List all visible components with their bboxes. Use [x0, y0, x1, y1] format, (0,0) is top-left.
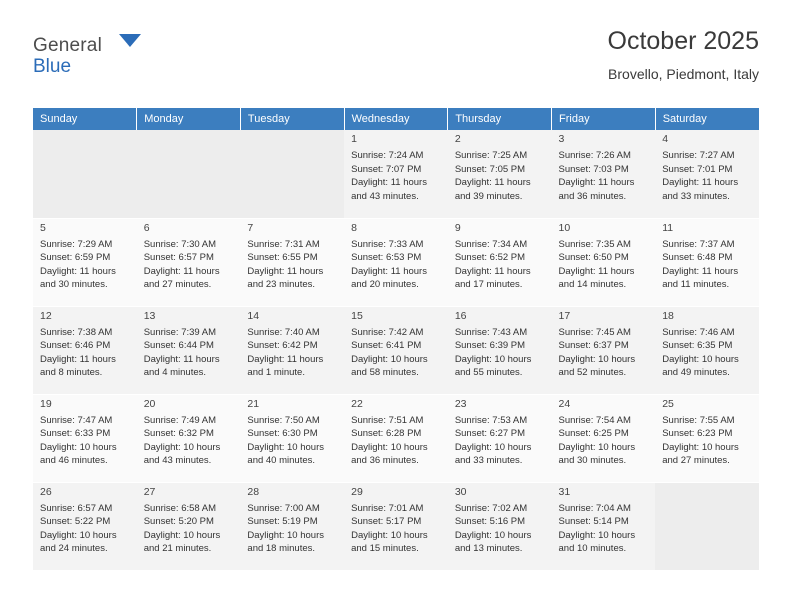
weekday-header-monday: Monday	[137, 108, 241, 130]
day-daylight: Daylight: 11 hours and 20 minutes.	[351, 265, 427, 290]
calendar-day-cell[interactable]	[137, 394, 241, 482]
day-daylight: Daylight: 11 hours and 23 minutes.	[247, 265, 324, 290]
day-sunrise: Sunrise: 7:39 AM	[143, 326, 217, 338]
calendar-day-cell[interactable]	[655, 130, 759, 218]
day-number: 18	[662, 309, 674, 322]
day-daylight: Daylight: 10 hours and 58 minutes.	[351, 353, 428, 378]
day-sunset: Sunset: 6:48 PM	[662, 252, 733, 263]
calendar-day-cell[interactable]	[344, 394, 448, 482]
day-number: 10	[558, 221, 571, 234]
title-block	[608, 26, 760, 82]
day-info	[662, 149, 753, 203]
calendar-cell-empty	[240, 130, 344, 218]
day-sunrise: Sunrise: 7:37 AM	[662, 238, 735, 250]
calendar-day-cell[interactable]	[33, 218, 137, 306]
day-sunset: Sunset: 6:27 PM	[454, 428, 526, 439]
day-sunrise: Sunrise: 7:43 AM	[454, 326, 528, 338]
day-sunrise: Sunrise: 7:38 AM	[40, 326, 113, 338]
day-sunrise: Sunrise: 7:30 AM	[143, 238, 217, 250]
day-info	[455, 149, 546, 203]
calendar-day-cell[interactable]	[137, 482, 241, 570]
day-info	[351, 502, 442, 556]
calendar-week-row	[33, 394, 759, 482]
day-info	[662, 414, 753, 468]
calendar-day-cell[interactable]	[552, 482, 656, 570]
calendar-day-cell[interactable]	[552, 130, 656, 218]
day-sunset: Sunset: 7:07 PM	[351, 163, 422, 175]
day-info	[40, 414, 131, 468]
day-number: 21	[247, 397, 260, 410]
day-sunset: Sunset: 5:20 PM	[143, 516, 214, 527]
day-sunrise: Sunrise: 7:45 AM	[558, 326, 631, 338]
weekday-header-tuesday: Tuesday	[240, 108, 344, 130]
day-daylight: Daylight: 10 hours and 21 minutes.	[143, 529, 221, 554]
calendar-cell-empty	[137, 130, 241, 218]
calendar-day-cell[interactable]	[344, 482, 448, 570]
day-number: 30	[454, 485, 467, 498]
day-sunset: Sunset: 6:35 PM	[662, 340, 733, 351]
day-daylight: Daylight: 11 hours and 36 minutes.	[558, 177, 635, 202]
day-sunrise: Sunrise: 7:00 AM	[247, 502, 320, 514]
day-number: 23	[454, 397, 467, 410]
day-number: 11	[662, 221, 674, 234]
day-info	[40, 502, 131, 556]
day-sunset: Sunset: 6:30 PM	[247, 428, 318, 439]
day-info	[247, 326, 338, 380]
day-number: 16	[454, 309, 467, 322]
calendar-week-row	[33, 482, 759, 570]
day-sunset: Sunset: 6:55 PM	[247, 252, 318, 263]
day-number: 22	[351, 397, 363, 410]
day-sunrise: Sunrise: 7:55 AM	[662, 414, 735, 426]
day-daylight: Daylight: 10 hours and 49 minutes.	[662, 353, 739, 378]
day-daylight: Daylight: 11 hours and 4 minutes.	[143, 353, 220, 378]
calendar-day-cell[interactable]	[33, 394, 137, 482]
calendar-day-cell[interactable]	[240, 218, 344, 306]
day-daylight: Daylight: 11 hours and 1 minute.	[247, 353, 324, 378]
day-sunrise: Sunrise: 7:01 AM	[351, 502, 424, 514]
day-sunset: Sunset: 7:01 PM	[662, 163, 733, 175]
calendar-day-cell[interactable]	[240, 482, 344, 570]
day-info	[144, 238, 235, 292]
day-number: 5	[40, 221, 46, 234]
day-number: 28	[247, 485, 260, 498]
day-sunset: Sunset: 6:53 PM	[351, 252, 422, 263]
day-daylight: Daylight: 11 hours and 43 minutes.	[351, 177, 427, 202]
day-daylight: Daylight: 10 hours and 52 minutes.	[558, 353, 636, 378]
day-sunset: Sunset: 5:19 PM	[247, 516, 318, 527]
day-info	[144, 502, 235, 556]
day-sunset: Sunset: 6:32 PM	[143, 428, 214, 439]
day-info	[559, 326, 650, 380]
weekday-header-wednesday: Wednesday	[344, 108, 448, 130]
day-sunrise: Sunrise: 7:29 AM	[40, 238, 113, 250]
day-number: 15	[351, 309, 363, 322]
day-info	[247, 502, 338, 556]
calendar-day-cell[interactable]	[448, 394, 552, 482]
day-sunset: Sunset: 5:14 PM	[558, 516, 629, 527]
day-sunset: Sunset: 6:50 PM	[558, 252, 629, 263]
day-daylight: Daylight: 11 hours and 11 minutes.	[662, 265, 739, 290]
day-info	[662, 238, 753, 292]
calendar-day-cell[interactable]	[448, 482, 552, 570]
day-sunrise: Sunrise: 7:49 AM	[143, 414, 217, 426]
day-daylight: Daylight: 10 hours and 18 minutes.	[247, 529, 324, 554]
day-sunrise: Sunrise: 7:34 AM	[454, 238, 528, 250]
day-info	[455, 238, 546, 292]
day-info	[559, 149, 650, 203]
day-info	[40, 326, 131, 380]
day-number: 17	[558, 309, 571, 322]
calendar-day-cell[interactable]	[655, 306, 759, 394]
day-sunrise: Sunrise: 7:33 AM	[351, 238, 424, 250]
day-sunset: Sunset: 6:57 PM	[143, 252, 214, 263]
calendar-day-cell[interactable]	[552, 306, 656, 394]
calendar-day-cell[interactable]	[448, 130, 552, 218]
logo-text-general: General	[33, 35, 102, 56]
day-number: 1	[351, 133, 357, 145]
day-daylight: Daylight: 10 hours and 40 minutes.	[247, 441, 324, 466]
day-number: 20	[143, 397, 156, 410]
page-title: October 2025	[607, 27, 759, 55]
day-info	[455, 502, 546, 556]
day-sunset: Sunset: 6:39 PM	[454, 340, 526, 351]
day-sunset: Sunset: 7:03 PM	[558, 163, 629, 175]
day-info	[662, 326, 753, 380]
day-sunrise: Sunrise: 7:46 AM	[662, 326, 735, 338]
day-number: 25	[662, 397, 674, 410]
day-sunrise: Sunrise: 7:04 AM	[558, 502, 631, 514]
day-daylight: Daylight: 11 hours and 39 minutes.	[454, 177, 531, 202]
day-sunrise: Sunrise: 7:53 AM	[454, 414, 528, 426]
day-info	[351, 149, 442, 203]
calendar-table	[33, 108, 759, 571]
day-sunset: Sunset: 6:44 PM	[143, 340, 214, 351]
day-info	[351, 238, 442, 292]
day-info	[40, 238, 131, 292]
day-sunrise: Sunrise: 7:26 AM	[558, 150, 631, 161]
day-sunset: Sunset: 6:25 PM	[558, 428, 629, 439]
calendar-day-cell[interactable]	[137, 306, 241, 394]
calendar-day-cell[interactable]	[552, 394, 656, 482]
calendar-week-row	[33, 218, 759, 306]
calendar-day-cell[interactable]	[448, 306, 552, 394]
weekday-header-row	[33, 108, 759, 130]
calendar-day-cell[interactable]	[240, 394, 344, 482]
day-daylight: Daylight: 10 hours and 24 minutes.	[40, 529, 117, 554]
day-sunset: Sunset: 6:59 PM	[40, 252, 111, 263]
page-header	[33, 26, 759, 96]
day-sunrise: Sunrise: 7:35 AM	[558, 238, 631, 250]
day-sunrise: Sunrise: 7:54 AM	[558, 414, 631, 426]
day-sunset: Sunset: 6:23 PM	[662, 428, 733, 439]
day-number: 6	[143, 221, 150, 234]
day-sunset: Sunset: 5:22 PM	[40, 516, 111, 527]
day-sunset: Sunset: 6:42 PM	[247, 340, 318, 351]
day-number: 3	[558, 133, 565, 145]
day-daylight: Daylight: 10 hours and 15 minutes.	[351, 529, 428, 554]
location-subtitle: Brovello, Piedmont, Italy	[608, 66, 759, 82]
day-daylight: Daylight: 11 hours and 17 minutes.	[454, 265, 531, 290]
day-info	[559, 502, 650, 556]
day-daylight: Daylight: 11 hours and 33 minutes.	[662, 177, 739, 202]
calendar-week-row	[33, 306, 759, 394]
day-sunrise: Sunrise: 7:47 AM	[40, 414, 113, 426]
weekday-header-friday: Friday	[552, 108, 656, 130]
day-sunset: Sunset: 6:46 PM	[40, 340, 111, 351]
day-number: 27	[143, 485, 156, 498]
day-sunset: Sunset: 6:41 PM	[351, 340, 422, 351]
day-info	[144, 414, 235, 468]
day-daylight: Daylight: 10 hours and 10 minutes.	[558, 529, 636, 554]
day-daylight: Daylight: 10 hours and 27 minutes.	[662, 441, 739, 466]
calendar-day-cell[interactable]	[33, 482, 137, 570]
day-number: 19	[40, 397, 52, 410]
day-sunset: Sunset: 6:52 PM	[454, 252, 526, 263]
day-sunrise: Sunrise: 7:02 AM	[454, 502, 528, 514]
day-daylight: Daylight: 10 hours and 43 minutes.	[143, 441, 221, 466]
day-info	[455, 326, 546, 380]
calendar-cell-empty	[655, 482, 759, 570]
logo-text-blue: Blue	[33, 56, 72, 77]
day-number: 2	[454, 133, 461, 145]
day-sunrise: Sunrise: 6:58 AM	[143, 502, 217, 514]
day-number: 13	[143, 309, 156, 322]
day-daylight: Daylight: 11 hours and 27 minutes.	[143, 265, 220, 290]
day-sunset: Sunset: 5:17 PM	[351, 516, 422, 527]
day-daylight: Daylight: 11 hours and 14 minutes.	[558, 265, 635, 290]
calendar-day-cell[interactable]	[655, 218, 759, 306]
day-sunrise: Sunrise: 7:40 AM	[247, 326, 320, 338]
day-daylight: Daylight: 10 hours and 33 minutes.	[454, 441, 532, 466]
day-daylight: Daylight: 11 hours and 8 minutes.	[40, 353, 116, 378]
day-sunset: Sunset: 5:16 PM	[454, 516, 526, 527]
calendar-day-cell[interactable]	[344, 306, 448, 394]
day-number: 4	[662, 133, 669, 145]
day-sunrise: Sunrise: 7:27 AM	[662, 150, 735, 161]
day-sunset: Sunset: 6:28 PM	[351, 428, 422, 439]
day-sunset: Sunset: 6:33 PM	[40, 428, 111, 439]
day-daylight: Daylight: 10 hours and 55 minutes.	[454, 353, 532, 378]
day-info	[351, 326, 442, 380]
day-sunrise: Sunrise: 7:50 AM	[247, 414, 320, 426]
logo	[33, 26, 153, 77]
calendar-day-cell[interactable]	[33, 306, 137, 394]
day-sunrise: Sunrise: 7:51 AM	[351, 414, 424, 426]
day-info	[144, 326, 235, 380]
day-info	[247, 414, 338, 468]
day-number: 26	[40, 485, 52, 498]
calendar-day-cell[interactable]	[137, 218, 241, 306]
calendar-day-cell[interactable]	[655, 394, 759, 482]
day-sunset: Sunset: 7:05 PM	[454, 163, 526, 175]
day-sunrise: Sunrise: 7:42 AM	[351, 326, 424, 338]
calendar-week-row	[33, 130, 759, 218]
day-sunrise: Sunrise: 7:24 AM	[351, 150, 424, 161]
calendar-cell-empty	[33, 130, 137, 218]
day-daylight: Daylight: 10 hours and 36 minutes.	[351, 441, 428, 466]
day-info	[247, 238, 338, 292]
day-number: 24	[558, 397, 571, 410]
day-info	[351, 414, 442, 468]
calendar-day-cell[interactable]	[344, 130, 448, 218]
day-number: 14	[247, 309, 260, 322]
weekday-header-saturday: Saturday	[655, 108, 759, 130]
day-number: 29	[351, 485, 363, 498]
day-number: 31	[558, 485, 571, 498]
day-number: 7	[247, 221, 254, 234]
weekday-header-sunday: Sunday	[33, 108, 137, 130]
day-info	[455, 414, 546, 468]
day-info	[559, 414, 650, 468]
day-sunrise: Sunrise: 7:31 AM	[247, 238, 320, 250]
calendar-body	[33, 130, 759, 570]
flag-icon-highlight	[119, 34, 141, 60]
calendar-day-cell[interactable]	[552, 218, 656, 306]
day-number: 9	[454, 221, 461, 234]
day-sunrise: Sunrise: 6:57 AM	[40, 502, 113, 514]
calendar-day-cell[interactable]	[344, 218, 448, 306]
day-daylight: Daylight: 11 hours and 30 minutes.	[40, 265, 116, 290]
day-number: 8	[351, 221, 357, 234]
weekday-header-thursday: Thursday	[448, 108, 552, 130]
calendar-day-cell[interactable]	[240, 306, 344, 394]
day-daylight: Daylight: 10 hours and 46 minutes.	[40, 441, 117, 466]
day-sunrise: Sunrise: 7:25 AM	[454, 150, 528, 161]
day-daylight: Daylight: 10 hours and 13 minutes.	[454, 529, 532, 554]
day-info	[559, 238, 650, 292]
day-number: 12	[40, 309, 52, 322]
calendar-day-cell[interactable]	[448, 218, 552, 306]
day-sunset: Sunset: 6:37 PM	[558, 340, 629, 351]
day-daylight: Daylight: 10 hours and 30 minutes.	[558, 441, 636, 466]
